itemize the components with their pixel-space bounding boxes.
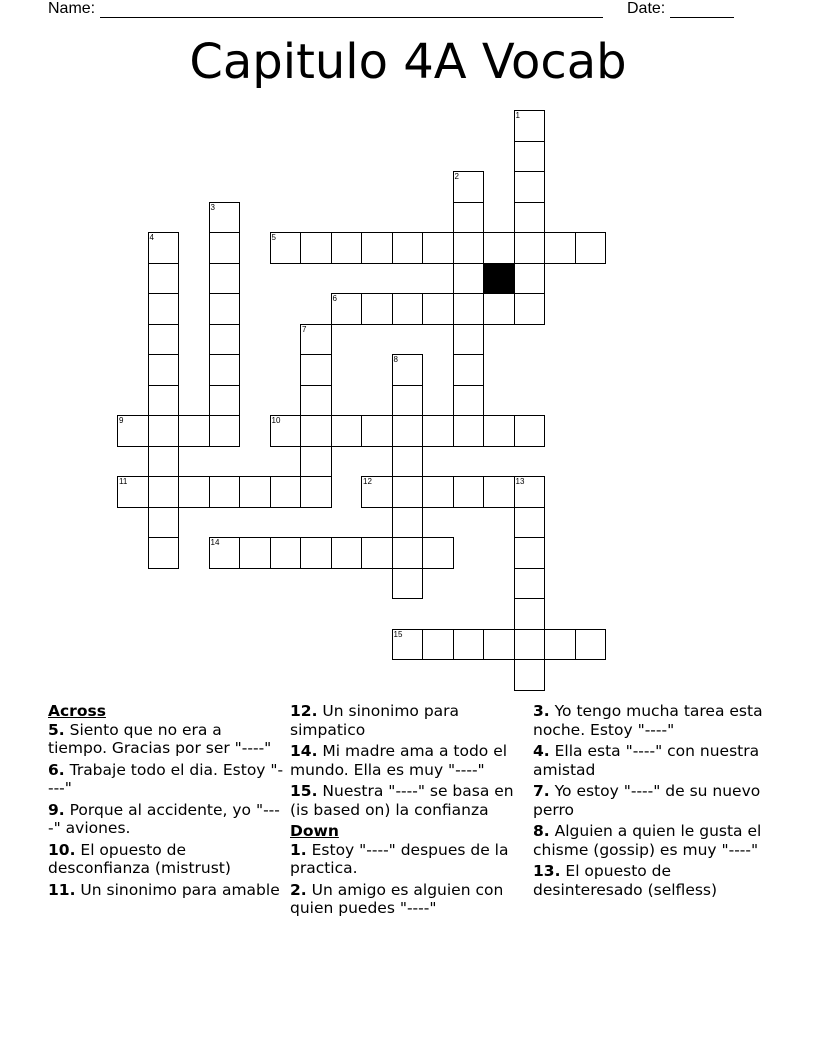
clue-text: Yo tengo mucha tarea esta noche. Estoy "----" — [533, 702, 763, 739]
clue-number: 2. — [290, 880, 307, 899]
grid-cell[interactable] — [148, 293, 180, 325]
clue-number-label: 13 — [515, 477, 525, 486]
clue-text: Un sinonimo para simpatico — [290, 702, 460, 739]
grid-cell[interactable] — [209, 385, 241, 417]
clue-text: Siento que no era a tiempo. Gracias por ser "----" — [48, 720, 272, 757]
grid-cell[interactable] — [575, 232, 607, 264]
clue-text: Ella esta "----" con nuestra amistad — [533, 742, 760, 779]
grid-cell[interactable] — [300, 476, 332, 508]
clue-number-label: 14 — [210, 538, 220, 547]
clue-item — [533, 702, 769, 739]
grid-cell[interactable] — [392, 568, 424, 600]
clue-number-label: 6 — [332, 294, 337, 303]
clue-text: El opuesto de desinteresado (selfless) — [533, 862, 718, 899]
clue-number: 14. — [290, 742, 318, 760]
grid-cell[interactable] — [422, 476, 454, 508]
clue-item — [533, 822, 769, 859]
clue-number: 7. — [533, 782, 550, 800]
grid-cell[interactable] — [148, 446, 180, 478]
grid-black-cell — [483, 263, 515, 295]
grid-cell[interactable] — [453, 263, 485, 295]
grid-cell[interactable] — [422, 415, 454, 447]
clue-item — [48, 881, 284, 900]
grid-cell[interactable] — [361, 293, 393, 325]
grid-cell[interactable] — [422, 232, 454, 264]
grid-cell[interactable] — [453, 354, 485, 386]
clue-number-label: 10 — [271, 416, 281, 425]
clue-number-label: 9 — [119, 416, 124, 425]
grid-cell[interactable] — [300, 537, 332, 569]
grid-cell[interactable] — [148, 415, 180, 447]
clue-number-label: 5 — [271, 233, 276, 242]
clue-item — [290, 782, 526, 819]
grid-cell[interactable] — [453, 293, 485, 325]
grid-cell[interactable] — [392, 446, 424, 478]
clue-item — [290, 881, 526, 918]
grid-cell[interactable] — [209, 354, 241, 386]
grid-cell[interactable] — [361, 232, 393, 264]
clue-number: 3. — [533, 702, 550, 720]
clue-item — [290, 841, 526, 878]
clue-number: 13. — [533, 862, 561, 880]
grid-cell[interactable] — [514, 507, 546, 539]
clues-column-3 — [533, 702, 769, 902]
grid-cell[interactable] — [514, 263, 546, 295]
grid-cell[interactable] — [514, 568, 546, 600]
grid-cell[interactable] — [300, 232, 332, 264]
grid-cell[interactable] — [453, 385, 485, 417]
grid-cell[interactable] — [148, 324, 180, 356]
grid-cell[interactable] — [514, 415, 546, 447]
grid-cell[interactable] — [209, 476, 241, 508]
grid-cell[interactable] — [392, 232, 424, 264]
down-heading: Down — [290, 822, 339, 840]
grid-cell[interactable] — [239, 537, 271, 569]
grid-cell[interactable] — [361, 537, 393, 569]
grid-cell[interactable] — [209, 263, 241, 295]
grid-cell[interactable] — [453, 324, 485, 356]
grid-cell[interactable] — [300, 385, 332, 417]
name-label: Name: — [48, 0, 96, 17]
grid-cell[interactable] — [148, 354, 180, 386]
clues-column-2 — [290, 702, 526, 921]
grid-cell[interactable] — [148, 385, 180, 417]
grid-cell[interactable] — [331, 415, 363, 447]
clue-item — [533, 782, 769, 819]
clue-number-label: 8 — [393, 355, 398, 364]
clue-number-label: 2 — [454, 172, 459, 181]
grid-cell[interactable] — [483, 476, 515, 508]
clue-number-label: 11 — [119, 477, 128, 486]
grid-cell[interactable] — [514, 293, 546, 325]
clue-number: 11. — [48, 880, 76, 899]
clue-number: 8. — [533, 822, 550, 840]
grid-cell[interactable] — [483, 293, 515, 325]
grid-cell[interactable] — [514, 202, 546, 234]
grid-cell[interactable] — [392, 385, 424, 417]
date-label: Date: — [627, 0, 666, 17]
clue-text: Alguien a quien le gusta el chisme (gossip) es muy "----" — [533, 822, 762, 859]
grid-cell[interactable] — [453, 476, 485, 508]
grid-cell[interactable] — [209, 293, 241, 325]
clue-item — [533, 862, 769, 899]
clue-item — [48, 761, 284, 798]
clue-text: Yo estoy "----" de su nuevo perro — [533, 782, 761, 819]
grid-cell[interactable] — [392, 293, 424, 325]
grid-cell[interactable] — [483, 629, 515, 661]
grid-cell[interactable] — [514, 659, 546, 691]
grid-cell[interactable] — [392, 507, 424, 539]
page-title: Capitulo 4A Vocab — [189, 34, 627, 90]
clue-number: 10. — [48, 840, 76, 859]
grid-cell[interactable] — [300, 415, 332, 447]
grid-cell[interactable] — [453, 629, 485, 661]
clue-item — [290, 702, 526, 739]
clue-number-label: 3 — [210, 202, 215, 212]
clue-number: 4. — [533, 742, 550, 760]
grid-cell[interactable] — [392, 415, 424, 447]
grid-cell[interactable] — [422, 537, 454, 569]
grid-cell[interactable] — [178, 476, 210, 508]
clue-number-label: 1 — [515, 111, 520, 120]
clue-number-label: 15 — [393, 629, 403, 639]
clue-text: Un amigo es alguien con quien puedes "----" — [290, 880, 504, 917]
clue-text: Mi madre ama a todo el mundo. Ella es muy "----" — [290, 742, 508, 779]
grid-cell[interactable] — [270, 476, 302, 508]
clues-column-1 — [48, 702, 284, 902]
grid-cell[interactable] — [483, 232, 515, 264]
clue-number: 9. — [48, 800, 65, 819]
grid-cell[interactable] — [148, 263, 180, 295]
clue-text: Un sinonimo para amable — [80, 880, 280, 899]
grid-cell[interactable] — [514, 629, 546, 661]
clue-number: 12. — [290, 702, 318, 720]
grid-cell[interactable] — [544, 232, 576, 264]
grid-cell[interactable] — [483, 415, 515, 447]
grid-cell[interactable] — [422, 293, 454, 325]
grid-cell[interactable] — [392, 476, 424, 508]
clue-item — [48, 801, 284, 838]
clue-text: Trabaje todo el dia. Estoy "----" — [48, 760, 284, 797]
clue-item — [290, 742, 526, 779]
grid-cell[interactable] — [148, 537, 180, 569]
clue-number: 5. — [48, 720, 65, 739]
clue-number: 1. — [290, 840, 307, 859]
grid-cell[interactable] — [300, 446, 332, 478]
clue-text: Porque al accidente, yo "----" aviones. — [48, 800, 280, 837]
grid-cell[interactable] — [209, 324, 241, 356]
grid-cell[interactable] — [300, 354, 332, 386]
clue-number: 15. — [290, 782, 318, 800]
grid-cell[interactable] — [514, 232, 546, 264]
grid-cell[interactable] — [331, 537, 363, 569]
grid-cell[interactable] — [178, 415, 210, 447]
clue-text: Nuestra "----" se basa en (is based on) la confianza — [290, 782, 514, 819]
clue-text: Estoy "----" despues de la practica. — [290, 840, 509, 877]
grid-cell[interactable] — [148, 476, 180, 508]
grid-cell[interactable] — [209, 232, 241, 264]
grid-cell[interactable] — [209, 415, 241, 447]
grid-cell[interactable] — [361, 415, 393, 447]
clue-text: El opuesto de desconfianza (mistrust) — [48, 840, 231, 877]
grid-cell[interactable] — [514, 598, 546, 630]
grid-cell[interactable] — [453, 202, 485, 234]
grid-cell[interactable] — [544, 629, 576, 661]
grid-cell[interactable] — [239, 476, 271, 508]
grid-cell[interactable] — [514, 141, 546, 173]
grid-cell[interactable] — [148, 507, 180, 539]
grid-cell[interactable] — [453, 415, 485, 447]
clue-number: 6. — [48, 760, 65, 779]
grid-cell[interactable] — [331, 232, 363, 264]
grid-cell[interactable] — [514, 171, 546, 203]
clue-number-label: 12 — [363, 477, 372, 486]
clue-item — [48, 841, 284, 878]
grid-cell[interactable] — [453, 232, 485, 264]
clue-number-label: 7 — [302, 324, 307, 334]
across-heading: Across — [48, 702, 106, 720]
grid-cell[interactable] — [392, 537, 424, 569]
clue-item — [533, 742, 769, 779]
grid-cell[interactable] — [270, 537, 302, 569]
grid-cell[interactable] — [575, 629, 607, 661]
grid-cell[interactable] — [422, 629, 454, 661]
clue-item — [48, 721, 284, 758]
clue-number-label: 4 — [149, 233, 154, 242]
grid-cell[interactable] — [514, 537, 546, 569]
